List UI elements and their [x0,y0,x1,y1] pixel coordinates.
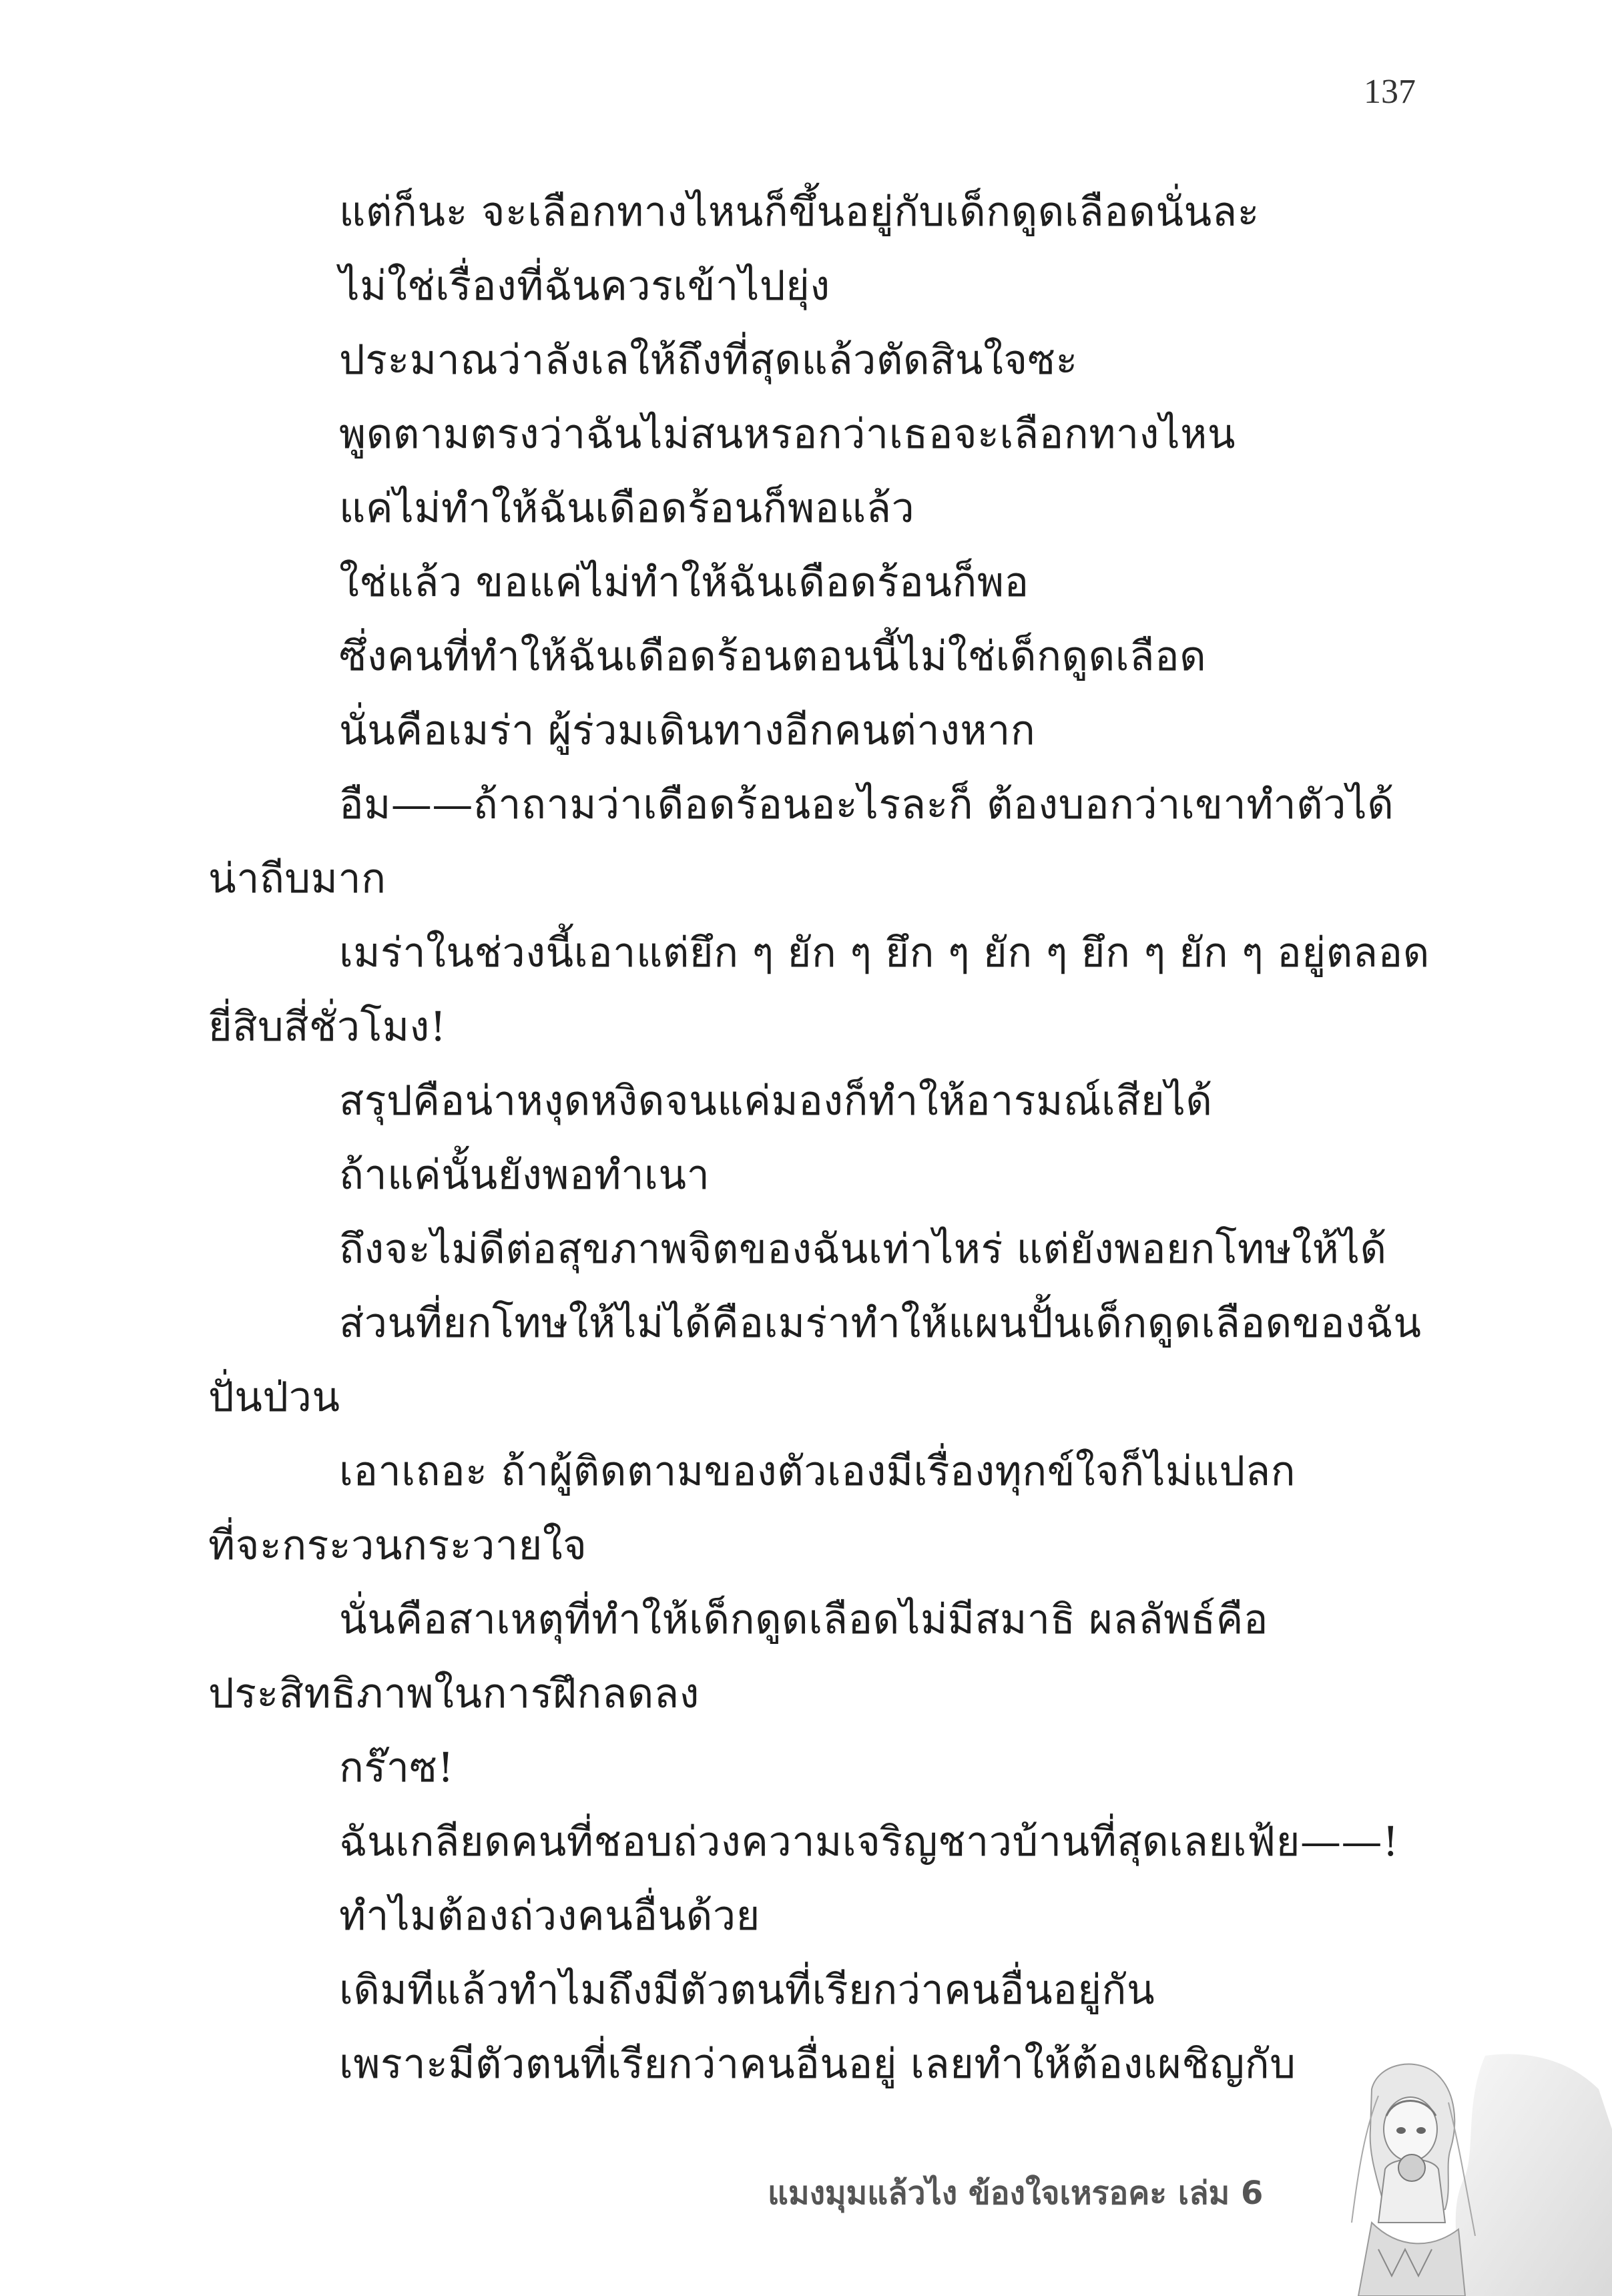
text-line: ซึ่งคนที่ทำให้ฉันเดือดร้อนตอนนี้ไม่ใช่เด็กดูดเลือด [339,633,1207,680]
text-line: น่าถีบมาก [208,855,386,902]
text-line: ฉันเกลียดคนที่ชอบถ่วงความเจริญชาวบ้านที่สุดเลยเฟ้ย——! [339,1818,1399,1866]
text-line: นั่นคือสาเหตุที่ทำให้เด็กดูดเลือดไม่มีสมาธิ ผลลัพธ์คือ [339,1596,1269,1643]
page-number: 137 [1364,73,1416,111]
girl-illustration-icon [1332,2049,1612,2296]
text-line: เพราะมีตัวตนที่เรียกว่าคนอื่นอยู่ เลยทำให้ต้องเผชิญกับ [339,2040,1296,2088]
text-line: อืม——ถ้าถามว่าเดือดร้อนอะไรละก็ ต้องบอกว่าเขาทำตัวได้ [339,781,1394,828]
text-line: เดิมทีแล้วทำไมถึงมีตัวตนที่เรียกว่าคนอื่นอยู่กัน [339,1966,1155,2014]
text-line: ใช่แล้ว ขอแค่ไม่ทำให้ฉันเดือดร้อนก็พอ [339,559,1029,606]
text-line: ที่จะกระวนกระวายใจ [208,1522,587,1569]
body-text [208,175,1430,2101]
text-line: พูดตามตรงว่าฉันไม่สนหรอกว่าเธอจะเลือกทางไหน [339,410,1236,458]
text-line: ยี่สิบสี่ชั่วโมง! [208,1003,447,1051]
text-line: ส่วนที่ยกโทษให้ไม่ได้คือเมร่าทำให้แผนปั้นเด็กดูดเลือดของฉัน [339,1300,1422,1347]
text-line: สรุปคือน่าหงุดหงิดจนแค่มองก็ทำให้อารมณ์เสียได้ [339,1077,1213,1125]
text-line: แต่ก็นะ จะเลือกทางไหนก็ขึ้นอยู่กับเด็กดูดเลือดนั่นละ [339,188,1260,236]
text-line: ไม่ใช่เรื่องที่ฉันควรเข้าไปยุ่ง [339,262,830,310]
book-title-footer: แมงมุมแล้วไง ข้องใจเหรอคะ เล่ม 6 [768,2175,1264,2212]
text-line: ประมาณว่าลังเลให้ถึงที่สุดแล้วตัดสินใจซะ [339,336,1078,384]
text-line: ทำไมต้องถ่วงคนอื่นด้วย [339,1892,760,1940]
text-line: แค่ไม่ทำให้ฉันเดือดร้อนก็พอแล้ว [339,485,915,532]
text-line: เมร่าในช่วงนี้เอาแต่ยึก ๆ ยัก ๆ ยึก ๆ ยัก ๆ ยึก ๆ ยัก ๆ อยู่ตลอด [339,929,1430,976]
text-line: ประสิทธิภาพในการฝึกลดลง [208,1670,700,1717]
text-line: เอาเถอะ ถ้าผู้ติดตามของตัวเองมีเรื่องทุกข์ใจก็ไม่แปลก [339,1448,1296,1495]
text-line: ถึงจะไม่ดีต่อสุขภาพจิตของฉันเท่าไหร่ แต่ยังพอยกโทษให้ได้ [339,1225,1387,1273]
text-line: นั่นคือเมร่า ผู้ร่วมเดินทางอีกคนต่างหาก [339,707,1036,754]
text-line: กร๊าซ! [339,1744,455,1791]
text-line: ปั่นป่วน [208,1374,340,1421]
text-line: ถ้าแค่นั้นยังพอทำเนา [339,1151,710,1199]
